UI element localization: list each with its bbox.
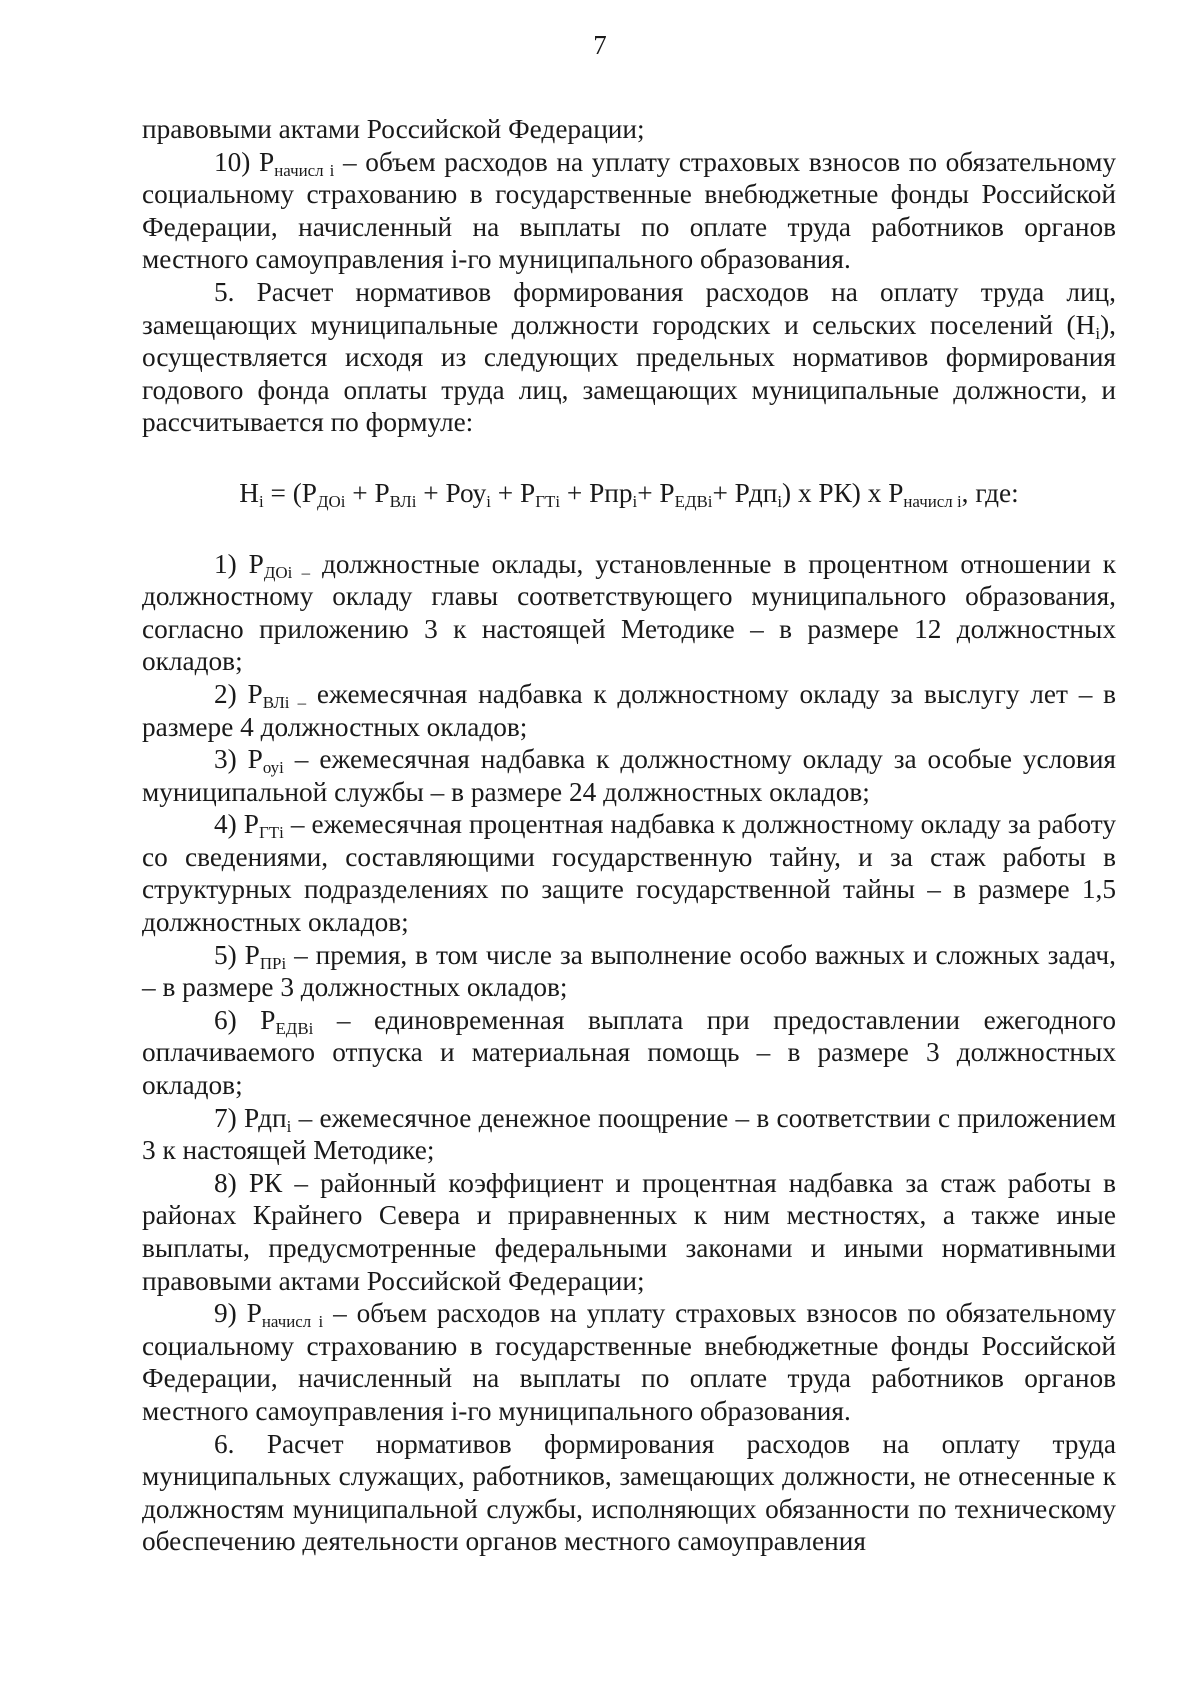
document-body <box>142 113 1116 1558</box>
section-5-paragraph: 5. Расчет нормативов формирования расходов на оплату труда лиц, замещающих муниципальные должности городских и сельских поселений $(Н_i)$, осуществляется исходя из следующих предельных нормативов формирования годового фонда оплаты труда лиц, замещающих муниципальные должности, и рассчитывается по формуле: <box>142 276 1116 438</box>
formula: $Н_i = (Р_{ДОi} + Р_{ВЛi} + Роу_i + Р_{ГТi} + Рпр_i+ Р_{ЕДВi}+ Рдп_i)$ х РК) х $Р_{начисл i}$, где: <box>239 477 1019 511</box>
page-number: 7 <box>593 30 607 60</box>
section-6-paragraph: 6. Расчет нормативов формирования расходов на оплату труда муниципальных служащих, работников, замещающих должности, не отнесенные к должностям муниципальной службы, исполняющих обязанности по техническому обеспечению деятельности органов местного самоуправления <box>142 1428 1116 1557</box>
list-item-2: 2) $Р_{ВЛi -}$ ежемесячная надбавка к должностному окладу за выслугу лет – в размере 4 должностных окладов; <box>142 678 1116 742</box>
list-item-9: 9) $Р_{начисл i}$ – объем расходов на уплату страховых взносов по обязательному социальному страхованию в государственные внебюджетные фонды Российской Федерации, начисленный на выплаты по оплате труда работников органов местного самоуправления i-го муниципального образования. <box>142 1298 1116 1426</box>
list-item-8: 8) РК – районный коэффициент и процентная надбавка за стаж работы в районах Крайнего Севера и приравненных к ним местностях, а также иные выплаты, предусмотренные федеральными законами и иными нормативными правовыми актами Российской Федерации; <box>142 1167 1116 1296</box>
list-item-7: 7) Рдп$_i$ – ежемесячное денежное поощрение – в соответствии с приложением 3 к настоящей Методике; <box>142 1102 1116 1166</box>
continuation-paragraph: правовыми актами Российской Федерации; <box>142 114 645 144</box>
list-item-10: 10) $Р_{начисл i}$ – объем расходов на уплату страховых взносов по обязательному социальному страхованию в государственные внебюджетные фонды Российской Федерации, начисленный на выплаты по оплате труда работников органов местного самоуправления i-го муниципального образования. <box>142 146 1117 275</box>
list-item-3: 3) $Р_{оуi}$ – ежемесячная надбавка к должностному окладу за особые условия муниципальной службы – в размере 24 должностных окладов; <box>142 744 1116 807</box>
list-item-5: 5) $Р_{ПРi}$ – премия, в том числе за выполнение особо важных и сложных задач, – в размере 3 должностных окладов; <box>142 939 1116 1003</box>
list-item-4: 4) $Р_{ГТi}$ – ежемесячная процентная надбавка к должностному окладу за работу со сведениями, составляющими государственную тайну, и за стаж работы в структурных подразделениях по защите государственной тайны – в размере 1,5 должностных окладов; <box>142 809 1116 938</box>
list-item-1: 1) $Р_{ДОi -}$ должностные оклады, установленные в процентном отношении к должностному окладу главы соответствующего муниципального образования, согласно приложению 3 к настоящей Методике – в размере 12 должностных окладов; <box>142 548 1116 677</box>
list-item-6: 6) $Р_{ЕДВi}$ – единовременная выплата при предоставлении ежегодного оплачиваемого отпуска и материальная помощь – в размере 3 должностных окладов; <box>142 1004 1116 1101</box>
